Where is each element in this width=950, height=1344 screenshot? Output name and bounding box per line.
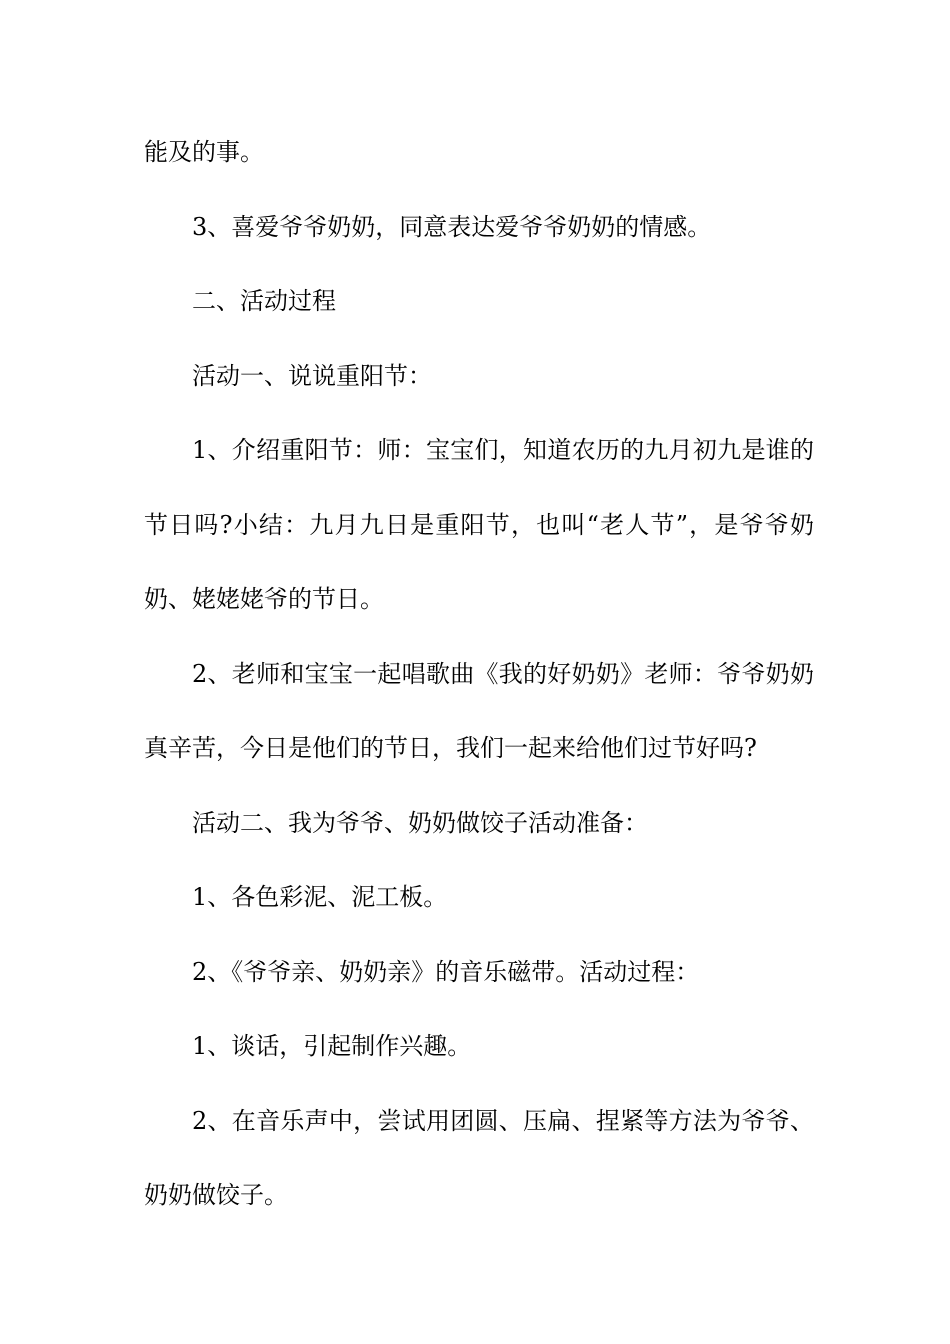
text-line-7: 奶、姥姥姥爷的节日。 (144, 585, 384, 613)
text-line-12: 2、《爷爷亲、奶奶亲》的音乐磁带。活动过程： (192, 958, 700, 986)
text-line-5: 1、介绍重阳节：师：宝宝们，知道农历的九月初九是谁的 (192, 436, 814, 464)
section-heading: 二、活动过程 (192, 287, 336, 315)
activity-heading-2: 活动二、我为爷爷、奶奶做饺子活动准备： (192, 809, 648, 837)
text-line-14: 2、在音乐声中，尝试用团圆、压扁、捏紧等方法为爷爷、 (192, 1107, 814, 1135)
text-line-11: 1、各色彩泥、泥工板。 (192, 883, 448, 911)
text-line-9: 真辛苦，今日是他们的节日，我们一起来给他们过节好吗? (144, 734, 757, 762)
text-line-13: 1、谈话，引起制作兴趣。 (192, 1032, 472, 1060)
text-line-2: 3、喜爱爷爷奶奶，同意表达爱爷爷奶奶的情感。 (192, 213, 712, 241)
text-line-6: 节日吗?小结：九月九日是重阳节，也叫“老人节”，是爷爷奶 (144, 511, 814, 539)
text-line-15: 奶奶做饺子。 (144, 1181, 288, 1209)
activity-heading-1: 活动一、说说重阳节： (192, 362, 432, 390)
text-line-1: 能及的事。 (144, 138, 264, 166)
text-line-8: 2、老师和宝宝一起唱歌曲《我的好奶奶》老师：爷爷奶奶 (192, 660, 814, 688)
